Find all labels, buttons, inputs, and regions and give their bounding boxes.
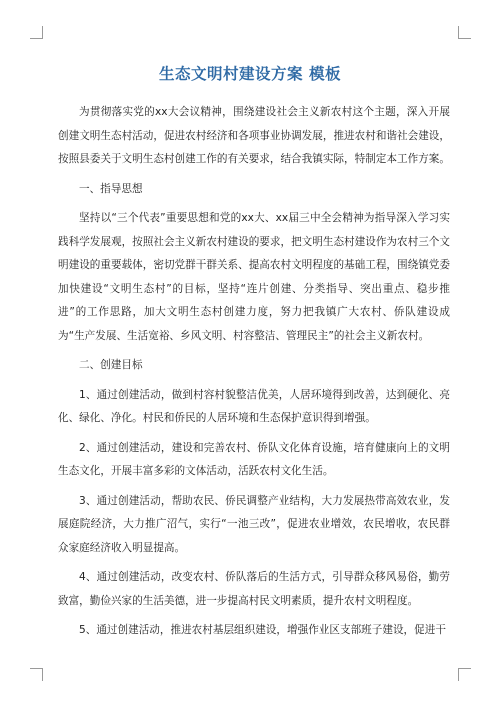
crop-mark-bottom-left (30, 668, 43, 681)
goal-paragraph-4: 4、通过创建活动，改变农村、侨队落后的生活方式，引导群众移风易俗，勤劳致富，勤俭兴家的生活美德，进一步提高村民文明素质，提升农村文明程度。 (58, 571, 450, 607)
goal-paragraph-1: 1、通过创建活动，做到村容村貌整洁优美，人居环境得到改善，达到硬化、亮化、绿化、净化。村民和侨民的人居环境和生态保护意识得到增强。 (58, 388, 450, 424)
intro-paragraph: 为贯彻落实党的xx大会议精神，围绕建设社会主义新农村这个主题，深入开展创建文明生态村活动，促进农村经济和各项事业协调发展，推进农村和谐社会建设，按照县委关于文明生态村创建工作的有关要求，结合我镇实际，特制定本工作方案。 (58, 106, 450, 165)
crop-mark-bottom-right (458, 668, 471, 681)
goal-paragraph-5: 5、通过创建活动，推进农村基层组织建设，增强作业区支部班子建设，促进干 (79, 624, 446, 636)
crop-mark-top-left (30, 26, 43, 39)
document-title: 生态文明村建设方案 模板 (159, 65, 341, 83)
document-body (58, 101, 450, 649)
goal-paragraph-2: 2、通过创建活动，建设和完善农村、侨队文化体育设施，培育健康向上的文明生态文化，开展丰富多彩的文体活动，活跃农村文化生活。 (58, 441, 450, 477)
crop-mark-top-right (458, 26, 471, 39)
section-heading-guiding-thought: 一、指导思想 (79, 182, 143, 195)
guiding-thought-paragraph: 坚持以“三个代表”重要思想和党的xx大、xx届三中全会精神为指导深入学习实践科学发展观，按照社会主义新农村建设的要求，把文明生态村建设作为农村三个文明建设的重要载体，密切党群干群关系、提高农村文明程度的基础工程，围绕镇党委加快建设“文明生态村”的目标，坚持“连片创建、分类指导、突出重点、稳步推进”的工作思路，加大文明生态村创建力度，努力把我镇广大农村、侨队建设成为“生产发展、生活宽裕、乡风文明、村容整洁、管理民主”的社会主义新农村。 (58, 212, 450, 342)
section-heading-goals: 二、创建目标 (79, 359, 143, 371)
goal-paragraph-3: 3、通过创建活动，帮助农民、侨民调整产业结构，大力发展热带高效农业，发展庭院经济，大力推广沼气，实行“一池三改”，促进农业增效，农民增收，农民群众家庭经济收入明显提高。 (58, 494, 450, 554)
